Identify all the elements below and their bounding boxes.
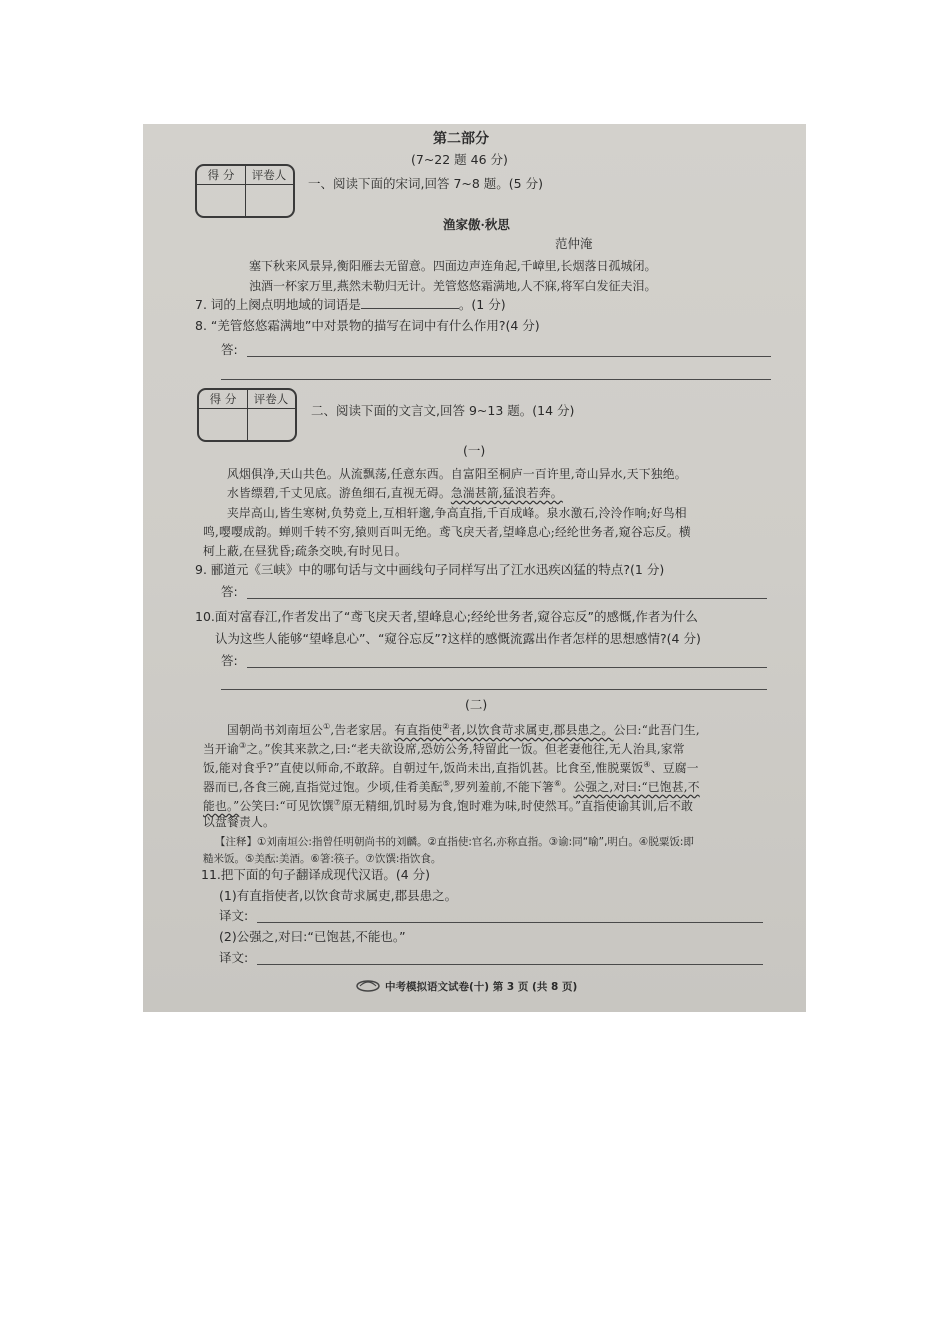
q10-answer-label: 答:: [221, 653, 238, 668]
passage2-label: (二): [465, 697, 488, 712]
q10-answer-line-1[interactable]: [247, 667, 767, 668]
score-label: 得 分: [209, 392, 237, 406]
q7-blank[interactable]: [361, 296, 459, 309]
poem-author: 范仲淹: [555, 236, 593, 251]
score-label: 得 分: [207, 168, 235, 182]
footer-text: 中考模拟语文试卷(十) 第 3 页 (共 8 页): [385, 981, 578, 993]
poem-title: 渔家傲·秋思: [443, 217, 510, 232]
passage2-line-2: 当开谕③之。”俟其来款之,曰:“老夫欲设席,恐妨公务,特留此一饭。但老妻他往,无人治具,家常: [203, 741, 685, 756]
q9-answer-line[interactable]: [247, 598, 767, 599]
question-11-2: (2)公强之,对曰:“已饱甚,不能也。”: [219, 929, 406, 944]
score-box-2: [197, 388, 297, 442]
q8-answer-line-1[interactable]: [247, 356, 771, 357]
part-subtitle: (7~22 题 46 分): [411, 152, 508, 167]
passage1-label: (一): [463, 443, 486, 458]
passage2-line-3: 饭,能对食乎?”直使以师命,不敢辞。自朝过午,饭尚未出,直指饥甚。比食至,惟脱粟饭④、豆腐一: [203, 760, 699, 775]
q8-answer-label: 答:: [221, 342, 238, 357]
exam-page-photo: [143, 124, 806, 1012]
q11-1-trans-label: 译文:: [219, 908, 249, 923]
passage2-line-6: 以盘餐责人。: [203, 815, 275, 829]
question-9: 9. 郦道元《三峡》中的哪句话与文中画线句子同样写出了江水迅疾凶猛的特点?(1 分): [195, 562, 665, 577]
passage1-line-2: 水皆缥碧,千丈见底。游鱼细石,直视无碍。急湍甚箭,猛浪若奔。: [227, 486, 563, 500]
q10-answer-line-2[interactable]: [221, 689, 767, 690]
q11-2-trans-label: 译文:: [219, 950, 249, 965]
passage1-line-1: 风烟俱净,天山共色。从流飘荡,任意东西。自富阳至桐庐一百许里,奇山异水,天下独绝。: [227, 467, 687, 481]
underlined-sentence-2: 公强之,对曰:“已饱甚,不: [573, 779, 700, 794]
underlined-sentence-1: 有直指使②者,以饮食苛求属吏,郡县患之。: [394, 722, 614, 737]
passage2-line-5: 能也。”公笑曰:“可见饮馔⑦原无精细,饥时易为食,饱时难为味,时使然耳。”直指使谕其训,后不敢: [203, 798, 694, 813]
q8-answer-line-2[interactable]: [221, 379, 771, 380]
passage1-line-5: 柯上蔽,在昼犹昏;疏条交映,有时见日。: [203, 544, 408, 558]
passage1-line-3: 夹岸高山,皆生寒树,负势竞上,互相轩邈,争高直指,千百成峰。泉水激石,泠泠作响;好鸟相: [227, 506, 687, 520]
question-11: 11.把下面的句子翻译成现代汉语。(4 分): [201, 867, 431, 882]
passage2-line-4: 器而已,各食三碗,直指觉过饱。少顷,佳肴美酝⑤,罗列羞前,不能下箸⑥。公强之,对曰:“已饱甚,不: [203, 779, 700, 794]
footer-logo-icon: [355, 977, 381, 993]
poem-line-2: 浊酒一杯家万里,燕然未勒归无计。羌管悠悠霜满地,人不寐,将军白发征夫泪。: [249, 279, 657, 293]
section2-heading: 二、阅读下面的文言文,回答 9~13 题。(14 分): [311, 403, 575, 418]
score-box-1: [195, 164, 295, 218]
passage1-line-4: 鸣,嘤嘤成韵。蝉则千转不穷,猿则百叫无绝。鸢飞戾天者,望峰息心;经纶世务者,窥谷忘反。横: [203, 525, 691, 539]
q11-1-answer-line[interactable]: [257, 922, 763, 923]
part-title: 第二部分: [433, 131, 489, 147]
grader-label: 评卷人: [253, 392, 289, 406]
notes-line-2: 糙米饭。⑤美酝:美酒。⑥箸:筷子。⑦饮馔:指饮食。: [203, 853, 442, 865]
notes-line-1: 【注释】①刘南垣公:指曾任明朝尚书的刘麟。②直指使:官名,亦称直指。③谕:同“喻”,明白。④脱粟饭:即: [215, 836, 694, 848]
underlined-sentence: 急湍甚箭,猛浪若奔。: [450, 486, 563, 500]
poem-line-1: 塞下秋来风景异,衡阳雁去无留意。四面边声连角起,千嶂里,长烟落日孤城闭。: [249, 259, 657, 273]
question-7: 7. 词的上阕点明地域的词语是 。(1 分): [195, 297, 506, 312]
question-10-line-2: 认为这些人能够“望峰息心”、“窥谷忘反”?这样的感慨流露出作者怎样的思想感情?(4 分): [215, 631, 701, 646]
question-11-1: (1)有直指使者,以饮食苛求属吏,郡县患之。: [219, 888, 458, 903]
section1-heading: 一、阅读下面的宋词,回答 7~8 题。(5 分): [308, 176, 543, 191]
question-10-line-1: 10.面对富春江,作者发出了“鸢飞戾天者,望峰息心;经纶世务者,窥谷忘反”的感慨,作者为什么: [195, 609, 698, 624]
question-8: 8. “羌管悠悠霜满地”中对景物的描写在词中有什么作用?(4 分): [195, 318, 540, 333]
grader-label: 评卷人: [251, 168, 287, 182]
q11-2-answer-line[interactable]: [257, 964, 763, 965]
q9-answer-label: 答:: [221, 584, 238, 599]
passage2-line-1: 国朝尚书刘南垣公①,告老家居。有直指使②者,以饮食苛求属吏,郡县患之。公曰:“此吾门生,: [227, 722, 700, 737]
